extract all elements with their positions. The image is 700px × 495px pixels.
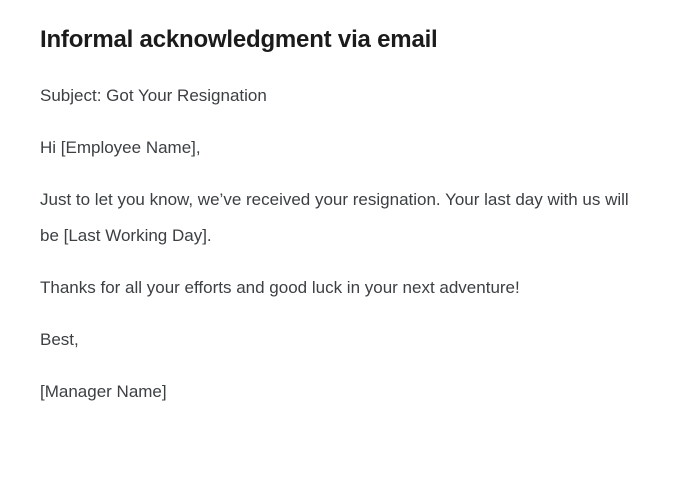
email-subject-line: Subject: Got Your Resignation [40, 86, 267, 105]
email-body-paragraph-1: Just to let you know, we’ve received your resignation. Your last day with us will be [Last Working Day]. [40, 190, 629, 245]
page-title: Informal acknowledgment via email [40, 26, 438, 53]
email-body-paragraph-2: Thanks for all your efforts and good luck in your next adventure! [40, 278, 520, 297]
email-greeting: Hi [Employee Name], [40, 138, 201, 157]
email-closing: Best, [40, 330, 79, 349]
email-signature: [Manager Name] [40, 382, 167, 401]
